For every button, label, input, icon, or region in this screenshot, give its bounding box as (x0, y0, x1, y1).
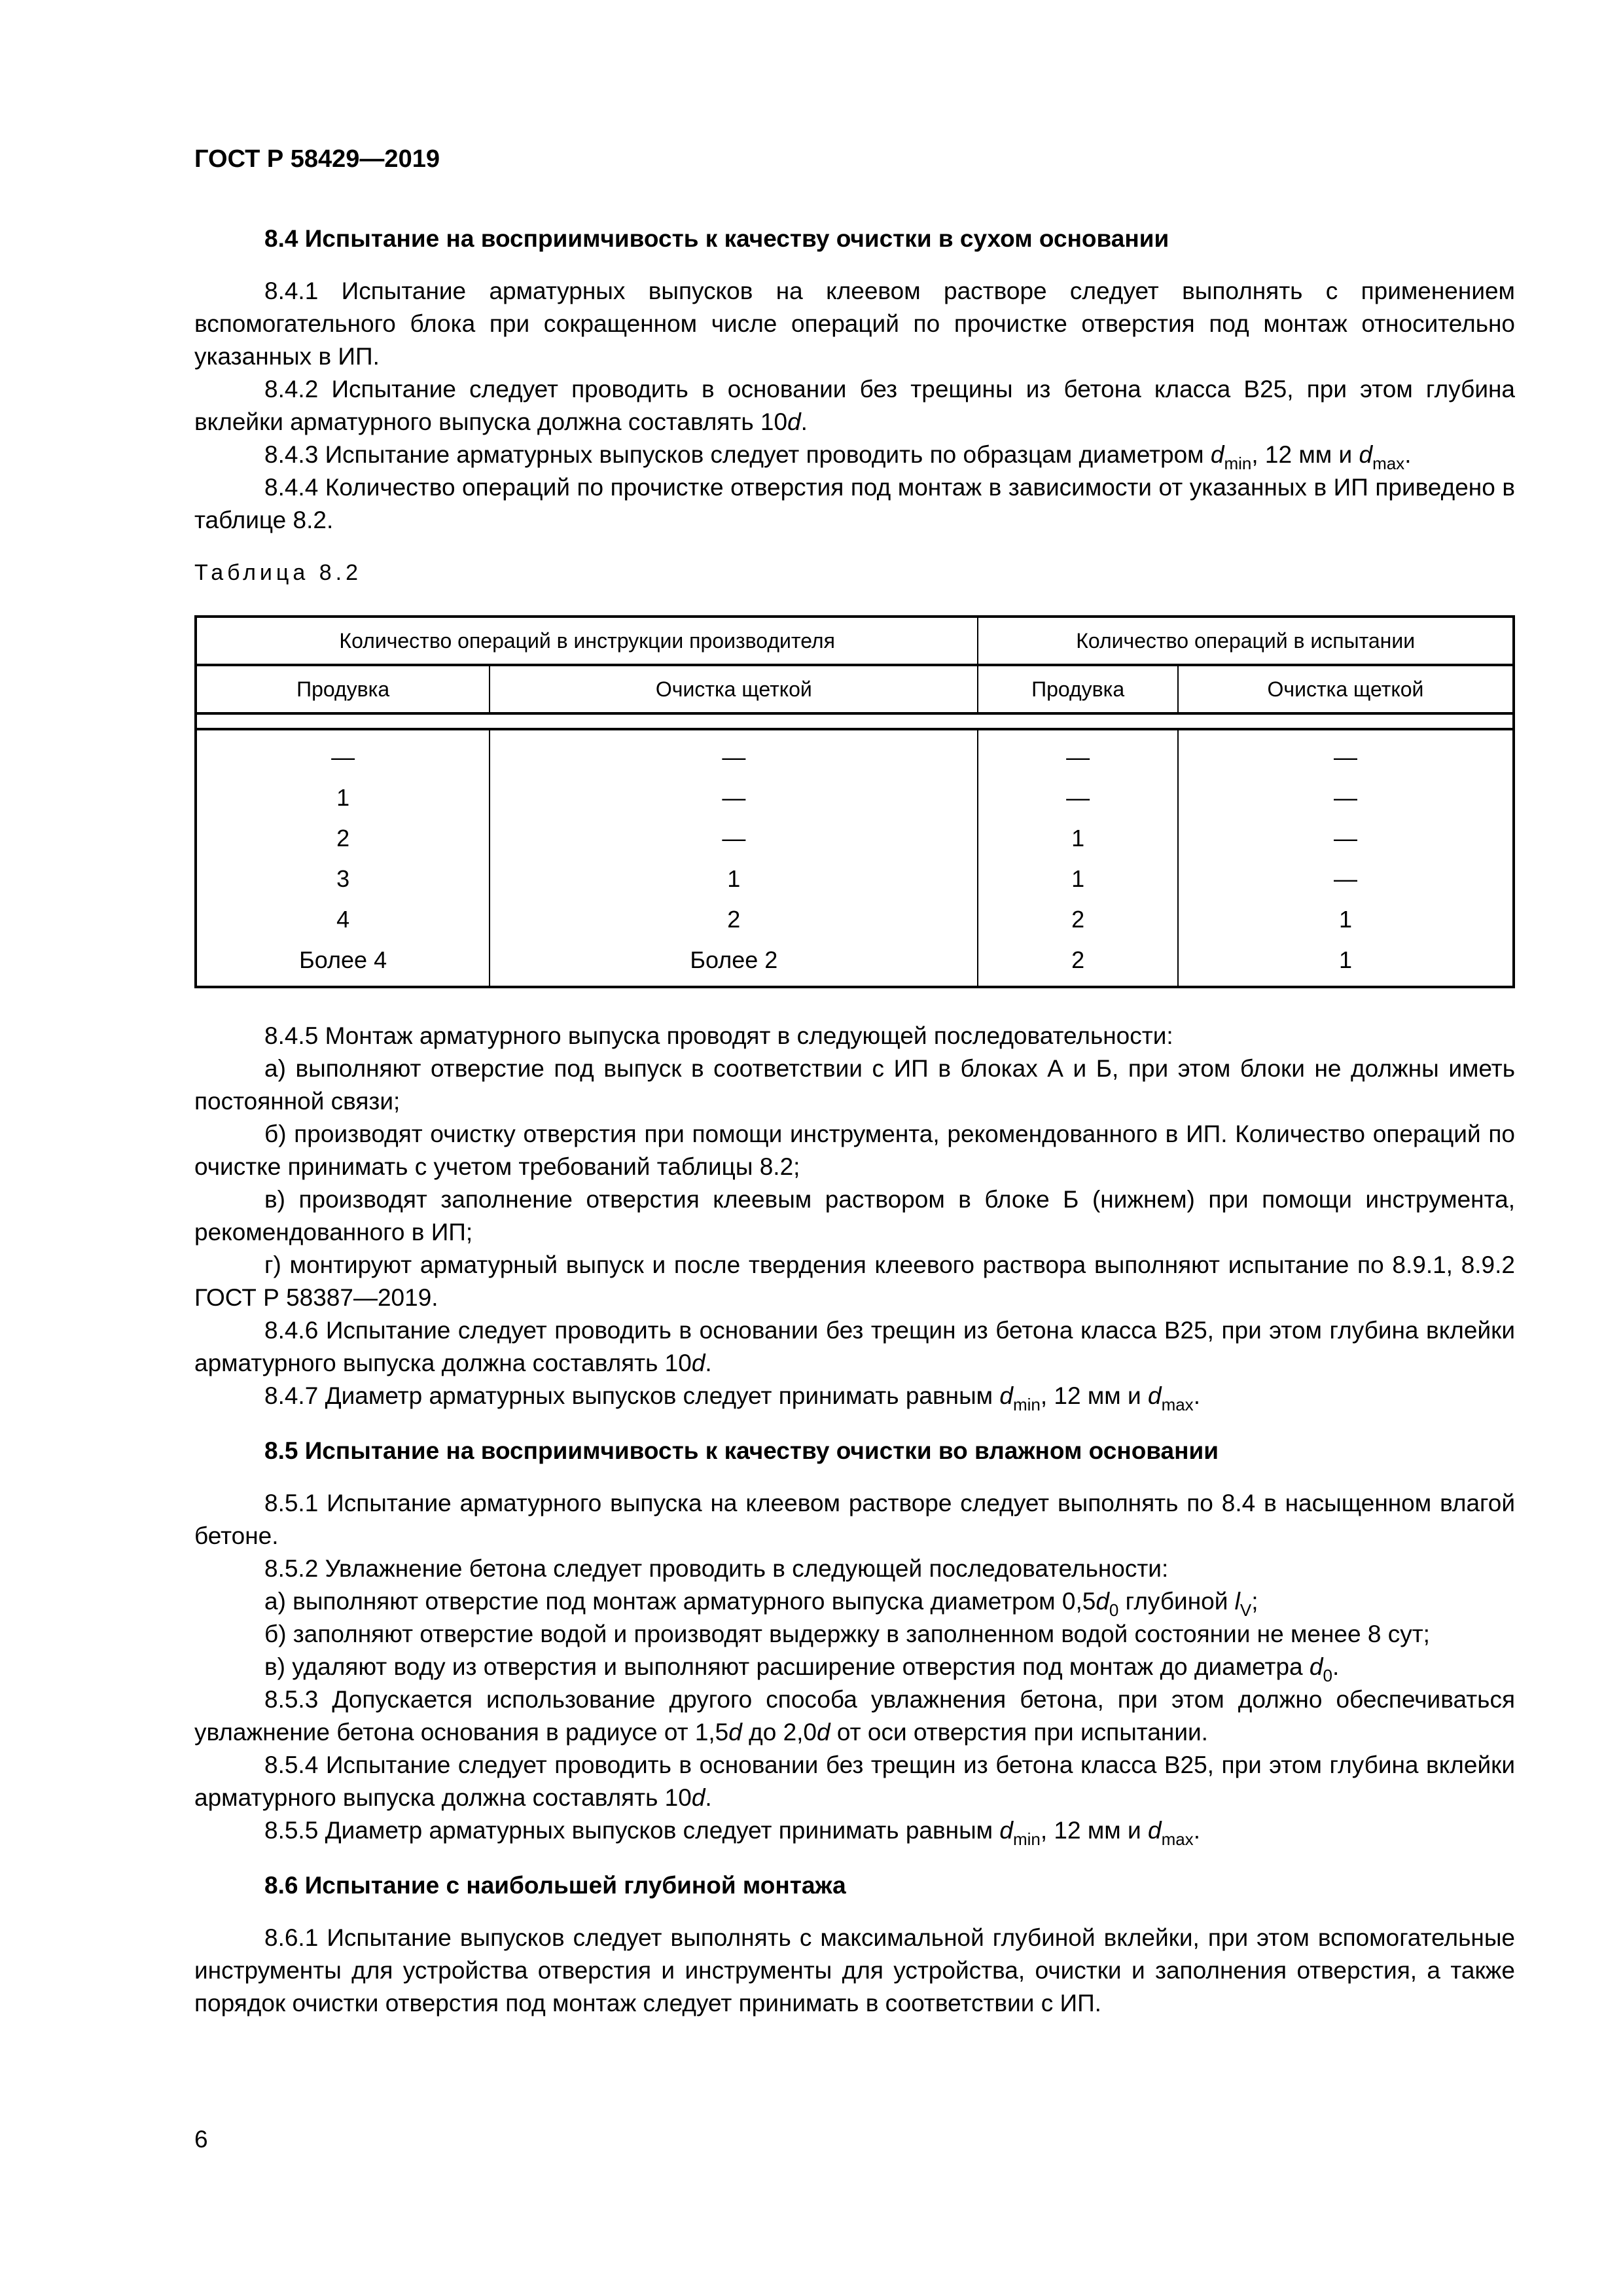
table-cell: 2 (490, 899, 978, 940)
table-cell: — (196, 729, 490, 778)
paragraph-8-5-2: 8.5.2 Увлажнение бетона следует проводить в следующей последовательности: (264, 1555, 1169, 1582)
table-row (196, 940, 1514, 987)
page-number: 6 (194, 2126, 208, 2153)
paragraph-8-6-1: 8.6.1 Испытание выпусков следует выполнять с максимальной глубиной вклейки, при этом вспомогательные инструменты для устройства отверстия и инструменты для устройства, очистки и заполнения отверстия, а также порядок очистки отверстия под монтаж следует принимать в соответствии с ИП. (194, 1924, 1515, 2017)
table-group-header: Количество операций в инструкции производителя (196, 617, 978, 665)
table-cell: — (1178, 818, 1514, 859)
list-item-8-5-2-c: в) удаляют воду из отверстия и выполняют расширение отверстия под монтаж до диаметра $d_0$. (264, 1653, 1340, 1685)
paragraph-8-5-1: 8.5.1 Испытание арматурного выпуска на клеевом растворе следует выполнять по 8.4 в насыщенном влагой бетоне. (194, 1490, 1515, 1549)
table-column-header: Очистка щеткой (1178, 665, 1514, 713)
table-cell: — (1178, 859, 1514, 899)
section-8-4-title: 8.4 Испытание на восприимчивость к качеству очистки в сухом основании (264, 225, 1169, 252)
table-cell: 1 (978, 859, 1178, 899)
table-column-header: Очистка щеткой (490, 665, 978, 713)
section-8-6-title: 8.6 Испытание с наибольшей глубиной монтажа (264, 1872, 846, 1899)
paragraph-8-5-4: 8.5.4 Испытание следует проводить в основании без трещин из бетона класса В25, при этом глубина вклейки арматурного выпуска должна составлять 10d. (194, 1751, 1515, 1811)
paragraph-8-4-1: 8.4.1 Испытание арматурных выпусков на клеевом растворе следует выполнять с применением вспомогательного блока при сокращенном числе операций по прочистке отверстия под монтаж относительно указанных в ИП. (194, 278, 1515, 370)
document-id: ГОСТ Р 58429—2019 (194, 145, 440, 173)
table-cell: — (978, 729, 1178, 778)
list-item-8-4-5-a: а) выполняют отверстие под выпуск в соответствии с ИП в блоках А и Б, при этом блоки не должны иметь постоянной связи; (194, 1055, 1515, 1115)
section-8-5-title: 8.5 Испытание на восприимчивость к качеству очистки во влажном основании (264, 1437, 1219, 1464)
document-body (194, 223, 1515, 2020)
table-row (196, 818, 1514, 859)
paragraph-8-4-4: 8.4.4 Количество операций по прочистке отверстия под монтаж в зависимости от указанных в ИП приведено в таблице 8.2. (194, 474, 1515, 533)
list-item-8-4-5-c: в) производят заполнение отверстия клеевым раствором в блоке Б (нижнем) при помощи инструмента, рекомендованного в ИП; (194, 1186, 1515, 1246)
list-item-8-4-5-b: б) производят очистку отверстия при помощи инструмента, рекомендованного в ИП. Количество операций по очистке принимать с учетом требований таблицы 8.2; (194, 1121, 1515, 1180)
table-cell: 2 (978, 940, 1178, 987)
table-cell: 1 (978, 818, 1178, 859)
paragraph-8-4-7: 8.4.7 Диаметр арматурных выпусков следует принимать равным $d_{min}$, 12 мм и $d_{max}$. (264, 1382, 1200, 1414)
paragraph-8-5-5: 8.5.5 Диаметр арматурных выпусков следует принимать равным $d_{min}$, 12 мм и $d_{max}$. (264, 1817, 1200, 1849)
table-cell: 2 (978, 899, 1178, 940)
table-cell: 1 (1178, 940, 1514, 987)
paragraph-8-4-3: 8.4.3 Испытание арматурных выпусков следует проводить по образцам диаметром $d_{min}$, 12 мм и $d_{max}$. (264, 441, 1412, 473)
table-cell: 2 (196, 818, 490, 859)
table-row (196, 899, 1514, 940)
table-row (196, 729, 1514, 778)
table-cell: 1 (196, 778, 490, 818)
table-cell: — (978, 778, 1178, 818)
table-cell: — (490, 818, 978, 859)
table-column-header: Продувка (978, 665, 1178, 713)
table-column-header: Продувка (196, 665, 490, 713)
paragraph-8-4-5: 8.4.5 Монтаж арматурного выпуска проводят в следующей последовательности: (264, 1022, 1173, 1049)
table-cell: — (490, 729, 978, 778)
list-item-8-5-2-b: б) заполняют отверстие водой и производят выдержку в заполненном водой состоянии не менее 8 сут; (264, 1621, 1430, 1647)
table-cell: 3 (196, 859, 490, 899)
table-cell: 1 (490, 859, 978, 899)
table-group-header: Количество операций в испытании (978, 617, 1514, 665)
table-cell: 1 (1178, 899, 1514, 940)
table-cell: — (1178, 729, 1514, 778)
table-cell: — (1178, 778, 1514, 818)
table-row (196, 859, 1514, 899)
table-caption: Таблица 8.2 (194, 560, 363, 585)
list-item-8-4-5-d: г) монтируют арматурный выпуск и после твердения клеевого раствора выполняют испытание по 8.9.1, 8.9.2 ГОСТ Р 58387—2019. (194, 1251, 1515, 1311)
table-cell: — (490, 778, 978, 818)
paragraph-8-4-2: 8.4.2 Испытание следует проводить в основании без трещины из бетона класса В25, при этом глубина вклейки арматурного выпуска должна составлять 10d. (194, 376, 1515, 435)
table-row (196, 778, 1514, 818)
list-item-8-5-2-a: а) выполняют отверстие под монтаж арматурного выпуска диаметром $0,5d_0$ глубиной $l_V$; (264, 1588, 1258, 1620)
table-cell: Более 4 (196, 940, 490, 987)
table-cell: Более 2 (490, 940, 978, 987)
paragraph-8-4-6: 8.4.6 Испытание следует проводить в основании без трещин из бетона класса В25, при этом глубина вклейки арматурного выпуска должна составлять 10d. (194, 1317, 1515, 1376)
paragraph-8-5-3: 8.5.3 Допускается использование другого способа увлажнения бетона, при этом должно обеспечиваться увлажнение бетона основания в радиусе от 1,5d до 2,0d от оси отверстия при испытании. (194, 1686, 1515, 1746)
table-cell: 4 (196, 899, 490, 940)
operations-table (194, 615, 1515, 988)
